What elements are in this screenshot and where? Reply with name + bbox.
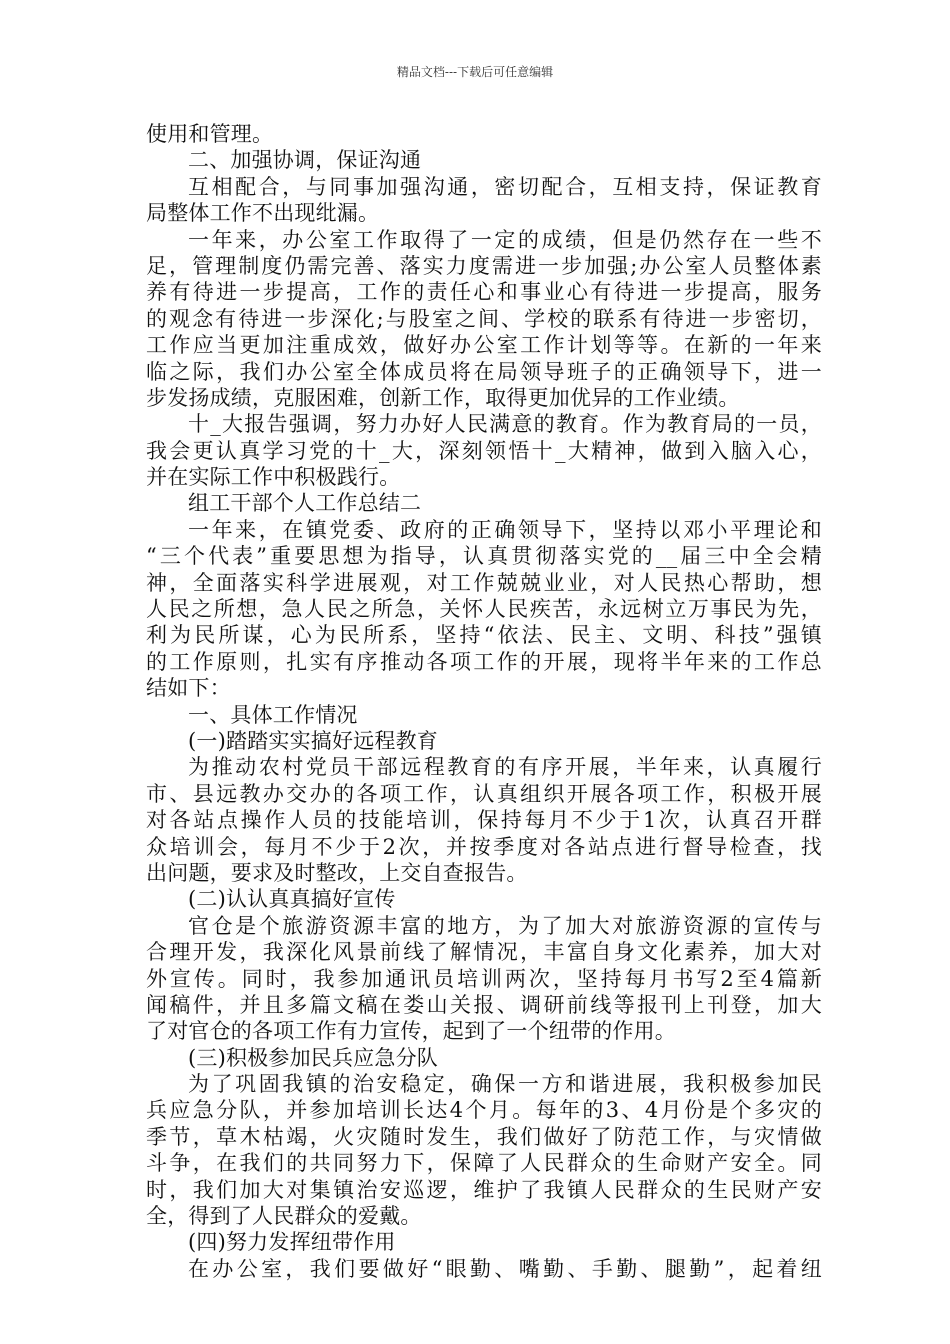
text-line: “三个代表”重要思想为指导，认真贯彻落实党的__届三中全会精 xyxy=(146,544,822,569)
text-line: 一年来，在镇党委、政府的正确领导下，坚持以邓小平理论和 xyxy=(188,517,822,542)
text-line: 的观念有待进一步深化;与股室之间、学校的联系有待进一步密切， xyxy=(146,306,822,331)
text-line: 足，管理制度仍需完善、落实力度需进一步加强;办公室人员整体素 xyxy=(146,253,822,278)
section-heading: 二、加强协调，保证沟通 xyxy=(188,148,422,173)
text-line: 互相配合，与同事加强沟通，密切配合，互相支持，保证教育 xyxy=(188,174,822,199)
text-line: 养有待进一步提高，工作的责任心和事业心有待进一步提高，服务 xyxy=(146,280,822,305)
text-line: 的工作原则，扎实有序推动各项工作的开展，现将半年来的工作总 xyxy=(146,649,822,674)
text-line: 使用和管理。 xyxy=(146,122,274,146)
text-line: 结如下： xyxy=(146,676,231,701)
text-line: 神，全面落实科学进展观，对工作兢兢业业，对人民热心帮助，想 xyxy=(146,570,822,595)
text-line: 利为民所谋，心为民所系，坚持“依法、民主、文明、科技”强镇 xyxy=(146,623,822,648)
section-heading: (一)踏踏实实搞好远程教育 xyxy=(188,728,438,753)
section-heading: 组工干部个人工作总结二 xyxy=(188,491,422,516)
text-line: 外宣传。同时，我参加通讯员培训两次，坚持每月书写2至4篇新 xyxy=(146,966,822,991)
text-line: 时，我们加大对集镇治安巡逻，维护了我镇人民群众的生民财产安 xyxy=(146,1177,822,1202)
text-line: 官仓是个旅游资源丰富的地方，为了加大对旅游资源的宣传与 xyxy=(188,913,822,938)
text-line: 人民之所想，急人民之所急，关怀人民疾苦，永远树立万事民为先， xyxy=(146,597,822,622)
text-line: 工作应当更加注重成效，做好办公室工作计划等等。在新的一年来 xyxy=(146,333,822,358)
text-line: 为了巩固我镇的治安稳定，确保一方和谐进展，我积极参加民 xyxy=(188,1072,822,1097)
text-line: 斗争，在我们的共同努力下，保障了人民群众的生命财产安全。同 xyxy=(146,1151,822,1176)
text-line: 为推动农村党员干部远程教育的有序开展，半年来，认真履行 xyxy=(188,755,822,780)
section-heading: (二)认认真真搞好宣传 xyxy=(188,887,396,912)
text-line: 众培训会，每月不少于2次，并按季度对各站点进行督导检查，找 xyxy=(146,834,822,859)
text-line: 局整体工作不出现纰漏。 xyxy=(146,201,380,226)
text-line: 季节，草木枯竭，火灾随时发生，我们做好了防范工作，与灾情做 xyxy=(146,1124,822,1149)
text-line: 兵应急分队，并参加培训长达4个月。每年的3、4月份是个多灾的 xyxy=(146,1098,822,1123)
text-line: 在办公室，我们要做好“眼勤、嘴勤、手勤、腿勤”，起着纽 xyxy=(188,1256,822,1281)
text-line: 并在实际工作中积极践行。 xyxy=(146,465,401,490)
text-line: 对各站点操作人员的技能培训，保持每月不少于1次，认真召开群 xyxy=(146,808,822,833)
text-line: 出问题，要求及时整改，上交自查报告。 xyxy=(146,860,528,885)
text-line: 市、县远教办交办的各项工作，认真组织开展各项工作，积极开展 xyxy=(146,781,822,806)
text-line: 闻稿件，并且多篇文稿在娄山关报、调研前线等报刊上刊登，加大 xyxy=(146,992,822,1017)
section-heading: (三)积极参加民兵应急分队 xyxy=(188,1045,438,1070)
text-line: 十_大报告强调，努力办好人民满意的教育。作为教育局的一员， xyxy=(188,412,822,437)
text-line: 我会更认真学习党的十_大，深刻领悟十_大精神，做到入脑入心， xyxy=(146,438,822,463)
text-line: 临之际，我们办公室全体成员将在局领导班子的正确领导下，进一 xyxy=(146,359,822,384)
page-header: 精品文档---下载后可任意编辑 xyxy=(396,65,554,79)
text-line: 步发扬成绩，克服困难，创新工作，取得更加优异的工作业绩。 xyxy=(146,385,740,410)
text-line: 了对官仓的各项工作有力宣传，起到了一个纽带的作用。 xyxy=(146,1019,676,1044)
document-body xyxy=(146,121,822,1282)
text-line: 合理开发，我深化风景前线了解情况，丰富自身文化素养，加大对 xyxy=(146,940,822,965)
section-heading: 一、具体工作情况 xyxy=(188,702,358,727)
text-line: 全，得到了人民群众的爱戴。 xyxy=(146,1204,422,1229)
section-heading: (四)努力发挥纽带作用 xyxy=(188,1230,396,1255)
text-line: 一年来，办公室工作取得了一定的成绩，但是仍然存在一些不 xyxy=(188,227,822,252)
